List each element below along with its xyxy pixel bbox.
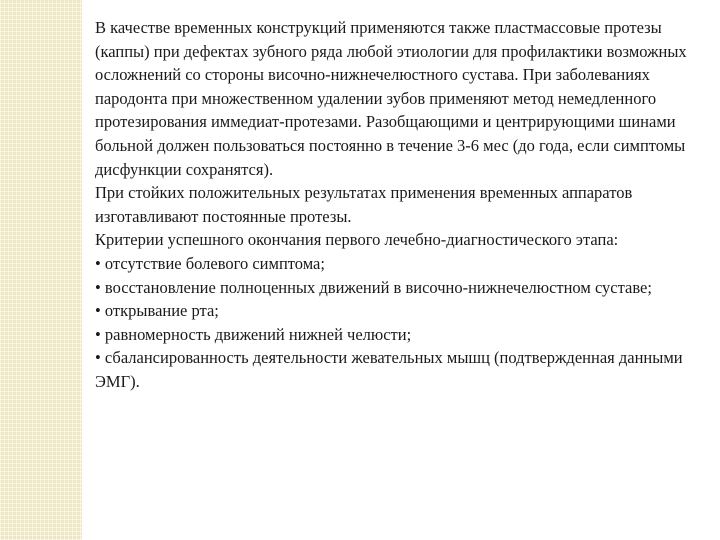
bullet-mouth-opening: • открывание рта; xyxy=(95,301,219,321)
decorative-side-pattern xyxy=(0,0,82,540)
paragraph-temporary-constructions: В качестве временных конструкций применяются также пластмассовые протезы (каппы) при дефектах зубного ряда любой этиологии для профилактики возможных осложнений со стороны височно-нижнечелюстного сустава. При заболеваниях пародонта при множественном удалении зубов применяют метод немедленного протезирования иммедиат-протезами. Разобщающими и центрирующими шинами больной должен пользоваться постоянно в течение 3-6 мес (до года, если симптомы дисфункции сохранятся). xyxy=(95,18,687,179)
paragraph-permanent-prostheses: При стойких положительных результатах применения временных аппаратов изготавливают постоянные протезы. xyxy=(95,183,633,226)
bullet-jaw-movement: • равномерность движений нижней челюсти; xyxy=(95,324,412,344)
side-divider xyxy=(82,0,83,540)
bullet-muscle-balance: • сбалансированность деятельности жевательных мышц (подтвержденная данными ЭМГ). xyxy=(95,348,683,391)
bullet-no-pain: • отсутствие болевого симптома; xyxy=(95,253,325,273)
slide-text-body xyxy=(95,16,715,394)
bullet-joint-movement: • восстановление полноценных движений в височно-нижнечелюстном суставе; xyxy=(95,277,652,297)
paragraph-criteria-heading: Критерии успешного окончания первого лечебно-диагностического этапа: xyxy=(95,230,619,250)
